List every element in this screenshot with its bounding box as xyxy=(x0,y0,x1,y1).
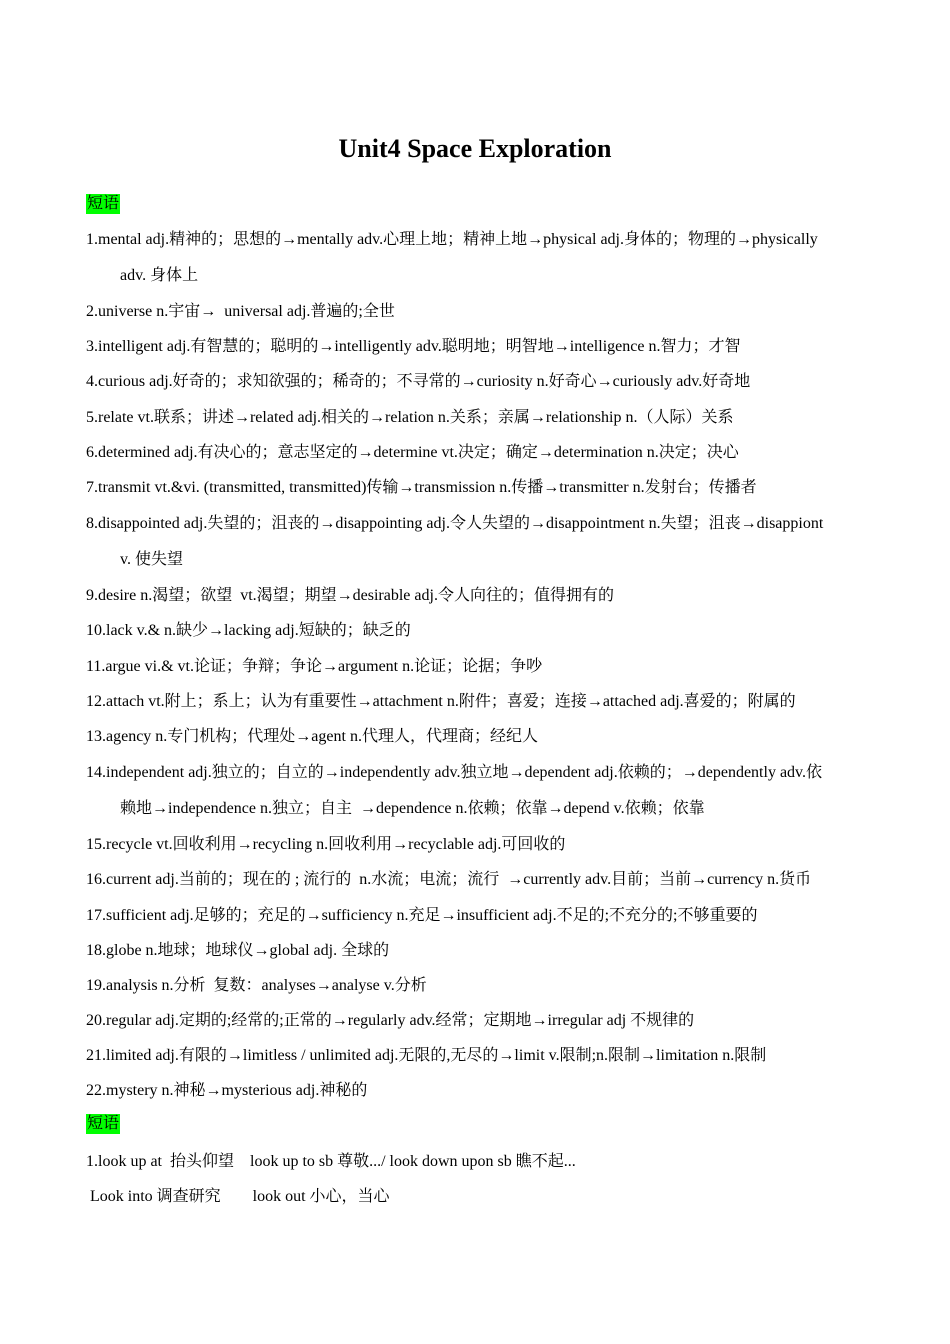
entry-20-text: 20.regular adj.定期的;经常的;正常的→regularly adv.经常；定期地→irregular adj 不规律的 xyxy=(86,1012,695,1030)
vocabulary-content xyxy=(86,188,868,1212)
entry-13-text: 13.agency n.专门机构；代理处→agent n.代理人，代理商；经纪人 xyxy=(86,727,538,745)
entry-19-text: 19.analysis n.分析 复数：analyses→analyse v.分析 xyxy=(86,976,427,994)
entry-line-11 xyxy=(86,647,868,682)
entry-21-text: 21.limited adj.有限的→limitless / unlimited adj.无限的,无尽的→limit v.限制;n.限制→limitation n.限制 xyxy=(86,1047,767,1065)
entry-line-12 xyxy=(86,682,868,717)
page-title: Unit4 Space Exploration xyxy=(338,134,612,163)
entry-18-text: 18.globe n.地球；地球仪→global adj. 全球的 xyxy=(86,941,390,959)
entry-10-text: 10.lack v.& n.缺少→lacking adj.短缺的；缺乏的 xyxy=(86,622,411,640)
entry-line-8 xyxy=(86,503,868,540)
entry-2-text: 2.universe n.宇宙→ universal adj.普遍的;全世 xyxy=(86,303,395,321)
entry-8-text: 8.disappointed adj.失望的；沮丧的→disappointing adj.令人失望的→disappointment n.失望；沮丧→disappiont xyxy=(86,514,824,532)
entry-line-5 xyxy=(86,398,868,433)
phrase-line-2 xyxy=(86,1177,868,1212)
entry-15-text: 15.recycle vt.回收利用→recycling n.回收利用→recyclable adj.可回收的 xyxy=(86,836,566,854)
entry-line-18 xyxy=(86,931,868,966)
entry-3-text: 3.intelligent adj.有智慧的；聪明的→intelligently adv.聪明地；明智地→intelligence n.智力；才智 xyxy=(86,338,741,356)
entry-4-text: 4.curious adj.好奇的；求知欲强的；稀奇的；不寻常的→curiosity n.好奇心→curiously adv.好奇地 xyxy=(86,373,751,391)
entry-line-14 xyxy=(86,752,868,789)
entry-line-2 xyxy=(86,292,868,327)
entry-9-text: 9.desire n.渴望；欲望 vt.渴望；期望→desirable adj.令人向往的；值得拥有的 xyxy=(86,587,614,605)
entry-line-6 xyxy=(86,433,868,468)
entry-14-text: 14.independent adj.独立的；自立的→independently adv.独立地→dependent adj.依赖的；→dependently adv.依 xyxy=(86,763,823,781)
entry-22-text: 22.mystery n.神秘→mysterious adj.神秘的 xyxy=(86,1082,368,1100)
entry-14-cont-text: 赖地→independence n.独立；自主 →dependence n.依赖；依靠→depend v.依赖；依靠 xyxy=(120,800,705,818)
entry-line-4 xyxy=(86,362,868,397)
section-header-words xyxy=(86,188,868,219)
entry-line-20 xyxy=(86,1001,868,1036)
entry-5-text: 5.relate vt.联系；讲述→related adj.相关的→relation n.关系；亲属→relationship n.（人际）关系 xyxy=(86,408,734,426)
entry-line-15 xyxy=(86,825,868,860)
entry-line-1-cont xyxy=(86,256,868,293)
section-label-words: 短语 xyxy=(87,194,120,212)
section-label-phrases: 短语 xyxy=(87,1115,120,1133)
entry-1-cont-text: adv. 身体上 xyxy=(120,267,199,285)
entry-line-8-cont xyxy=(86,540,868,577)
entry-line-10 xyxy=(86,611,868,646)
entry-line-22 xyxy=(86,1071,868,1106)
entry-line-16 xyxy=(86,860,868,895)
entry-8-cont-text: v. 使失望 xyxy=(120,551,183,569)
phrase-2-text: Look into 调查研究 look out 小心，当心 xyxy=(86,1188,390,1206)
entry-line-14-cont xyxy=(86,789,868,826)
entry-6-text: 6.determined adj.有决心的；意志坚定的→determine vt.决定；确定→determination n.决定；决心 xyxy=(86,443,739,461)
entry-line-17 xyxy=(86,895,868,930)
entry-line-1 xyxy=(86,219,868,256)
entry-17-text: 17.sufficient adj.足够的；充足的→sufficiency n.充足→insufficient adj.不足的;不充分的;不够重要的 xyxy=(86,906,758,924)
entry-line-21 xyxy=(86,1036,868,1071)
entry-line-19 xyxy=(86,966,868,1001)
entry-1-text: 1.mental adj.精神的；思想的→mentally adv.心理上地；精神上地→physical adj.身体的；物理的→physically xyxy=(86,230,818,248)
phrase-1-text: 1.look up at 抬头仰望 look up to sb 尊敬.../ look down upon sb 瞧不起... xyxy=(86,1152,576,1170)
entry-12-text: 12.attach vt.附上；系上；认为有重要性→attachment n.附件；喜爱；连接→attached adj.喜爱的；附属的 xyxy=(86,692,796,710)
entry-line-3 xyxy=(86,327,868,362)
entry-line-13 xyxy=(86,717,868,752)
entry-11-text: 11.argue vi.& vt.论证；争辩；争论→argument n.论证；论据；争吵 xyxy=(86,657,543,675)
entry-line-7 xyxy=(86,468,868,503)
section-header-phrases xyxy=(86,1107,868,1142)
phrase-line-1 xyxy=(86,1142,868,1177)
entry-line-9 xyxy=(86,576,868,611)
entry-7-text: 7.transmit vt.&vi. (transmitted, transmitted)传输→transmission n.传播→transmitter n.发射台；传播者 xyxy=(86,479,757,497)
entry-16-text: 16.current adj.当前的；现在的 ; 流行的 n.水流；电流；流行 →currently adv.目前；当前→currency n.货币 xyxy=(86,871,812,889)
